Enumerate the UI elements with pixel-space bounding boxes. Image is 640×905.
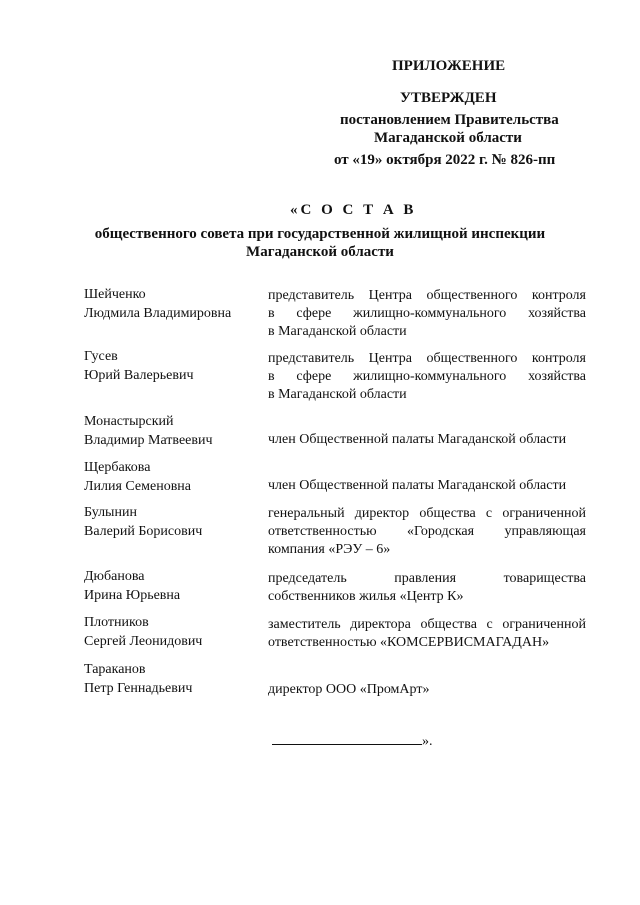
document-subtitle-line2: Магаданской области	[246, 244, 394, 260]
member-surname: Гусев	[84, 349, 118, 364]
role-line: собственников жилья «Центр К»	[268, 589, 464, 604]
member-surname: Дюбанова	[84, 569, 145, 584]
member-surname: Тараканов	[84, 662, 146, 677]
role-line: в Магаданской области	[268, 387, 407, 402]
role-line: член Общественной палаты Магаданской области	[268, 432, 567, 447]
role-line: в Магаданской области	[268, 324, 407, 339]
member-given-name: Сергей Леонидович	[84, 634, 203, 649]
member-given-name: Валерий Борисович	[84, 524, 203, 539]
role-line: представитель Центра общественного контроля	[268, 288, 586, 303]
role-line: генеральный директор общества с ограниченной	[268, 506, 586, 521]
date-number-line: от «19» октября 2022 г. № 826-пп	[334, 152, 556, 168]
closing-line	[272, 732, 433, 750]
member-role	[268, 681, 586, 699]
role-line: председатель правления товарищества	[268, 571, 586, 586]
member-surname: Щербакова	[84, 460, 151, 475]
member-role	[268, 570, 586, 606]
member-given-name: Владимир Матвеевич	[84, 433, 213, 448]
member-name	[84, 503, 202, 541]
member-role	[268, 287, 586, 341]
blank-underline	[272, 732, 422, 745]
role-line: ответственностью «Городская управляющая	[268, 524, 586, 539]
member-role	[268, 350, 586, 404]
member-surname: Плотников	[84, 615, 149, 630]
appendix-label: ПРИЛОЖЕНИЕ	[392, 58, 506, 74]
member-surname: Монастырский	[84, 414, 174, 429]
role-line: в сфере жилищно-коммунального хозяйства	[268, 369, 586, 384]
role-line: в сфере жилищно-коммунального хозяйства	[268, 306, 586, 321]
approved-label: УТВЕРЖДЕН	[400, 90, 497, 106]
member-given-name: Юрий Валерьевич	[84, 368, 194, 383]
member-role	[268, 477, 586, 495]
role-line: ответственностью «КОМСЕРВИСМАГАДАН»	[268, 635, 550, 650]
role-line: представитель Центра общественного контроля	[268, 351, 586, 366]
member-given-name: Людмила Владимировна	[84, 306, 232, 321]
member-given-name: Лилия Семеновна	[84, 479, 192, 494]
closing-quote: ».	[422, 734, 433, 749]
role-line: член Общественной палаты Магаданской области	[268, 478, 567, 493]
member-role	[268, 616, 586, 652]
member-name	[84, 347, 194, 385]
member-role	[268, 431, 586, 449]
member-surname: Шейченко	[84, 287, 146, 302]
member-name	[84, 458, 191, 496]
document-title: «С О С Т А В	[290, 202, 417, 218]
member-name	[84, 567, 180, 605]
member-name	[84, 412, 213, 450]
member-surname: Булынин	[84, 505, 137, 520]
resolution-line: постановлением Правительства	[340, 112, 559, 128]
role-line: компания «РЭУ – 6»	[268, 542, 391, 557]
region-line: Магаданской области	[374, 130, 522, 146]
member-name	[84, 613, 202, 651]
member-given-name: Ирина Юрьевна	[84, 588, 181, 603]
member-role	[268, 505, 586, 559]
role-line: директор ООО «ПромАрт»	[268, 682, 430, 697]
document-subtitle-line1: общественного совета при государственной жилищной инспекции	[94, 226, 546, 242]
role-line: заместитель директора общества с ограниченной	[268, 617, 586, 632]
member-given-name: Петр Геннадьевич	[84, 681, 193, 696]
member-name	[84, 285, 231, 323]
member-name	[84, 660, 192, 698]
